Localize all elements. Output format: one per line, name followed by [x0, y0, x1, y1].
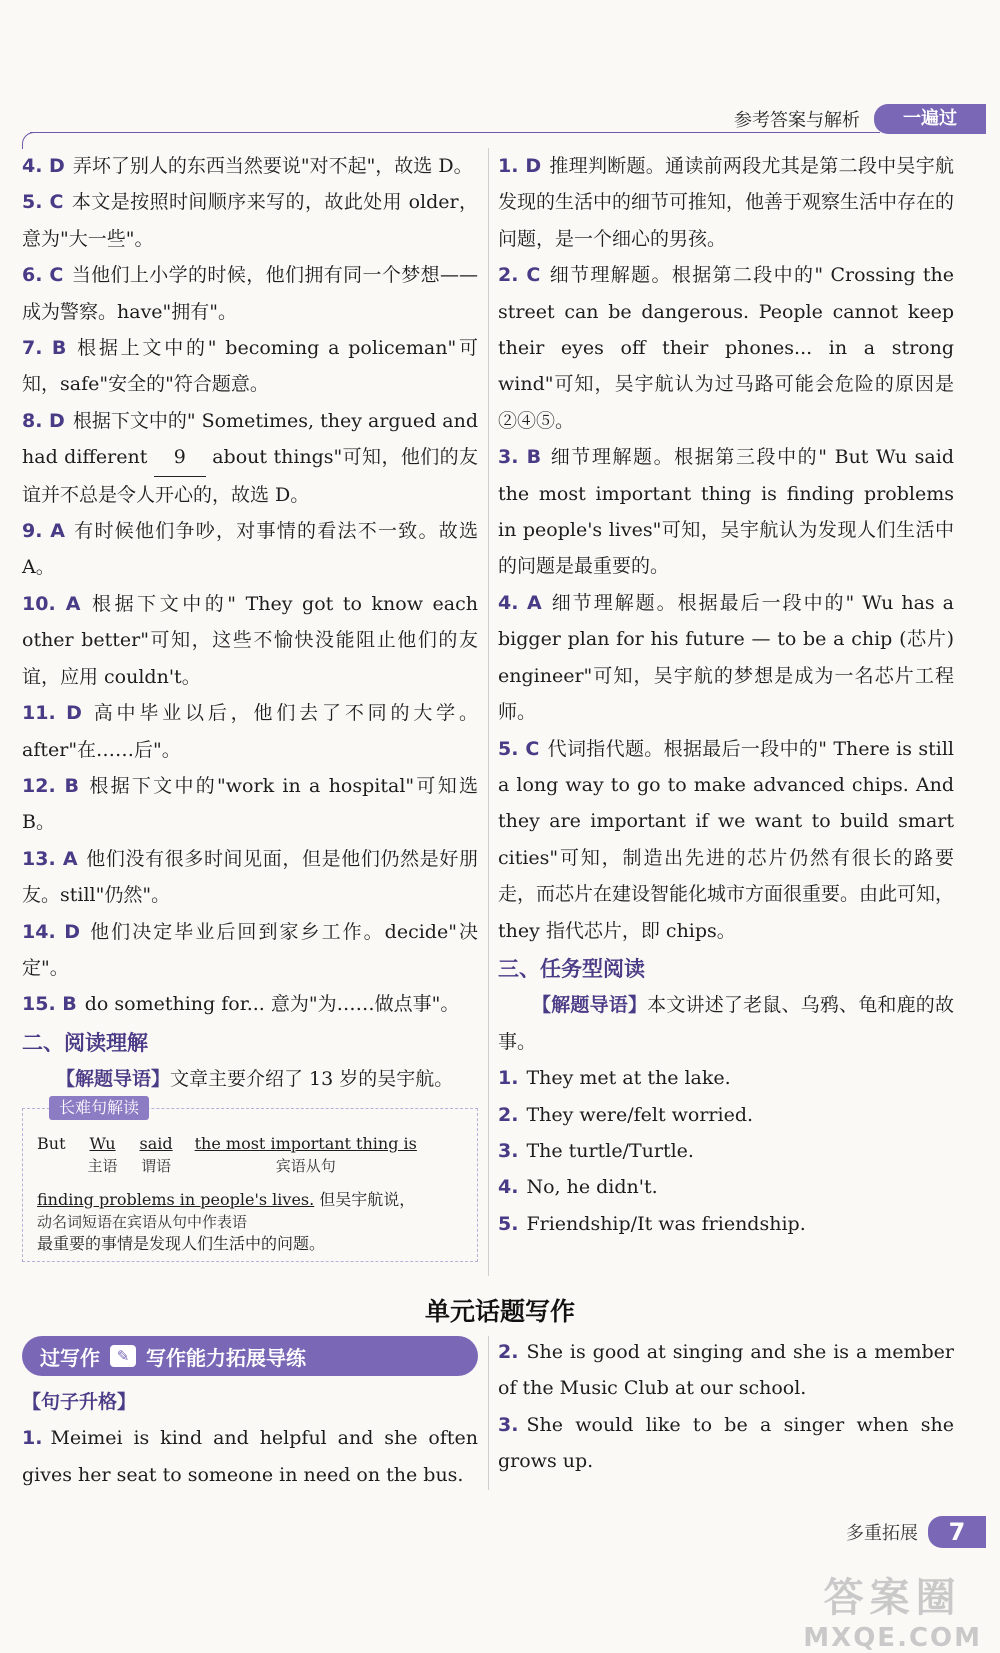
answer-item: [22, 768, 478, 841]
answer-number: 7. B: [22, 337, 67, 360]
task-answer: [498, 1060, 954, 1096]
sentence-analysis-tag: 长难句解读: [49, 1096, 149, 1120]
answer-number: 2. C: [498, 264, 541, 287]
guide-text: 本文讲述了老鼠、乌鸦、龟和鹿的故事。: [498, 994, 954, 1053]
answer-number: 12. B: [22, 774, 80, 797]
answer-number: 9. A: [22, 520, 66, 543]
header-rule: [30, 132, 880, 133]
answer-number: 3. B: [498, 446, 542, 469]
watermark: [803, 1566, 982, 1653]
writing-item: [498, 1407, 954, 1480]
answer-item: [22, 695, 478, 768]
answer-number: 13. A: [22, 847, 78, 870]
answer-number: 5.: [498, 1212, 519, 1235]
sentence-analysis-box: [22, 1097, 478, 1262]
right-column: [498, 148, 954, 1242]
analysis-word-gloss: 谓语: [141, 1156, 172, 1175]
answer-item: [22, 513, 478, 586]
answer-text: No, he didn't.: [526, 1176, 658, 1199]
answer-text: 细节理解题。根据第三段中的" But Wu said the most important thing is finding problems in people's lives"可知，吴宇航认为发现人们生活中的问题是最重要的。: [498, 446, 954, 578]
answer-text: 根据上文中的" becoming a policeman"可知，safe"安全的"符合题意。: [22, 337, 478, 396]
writing-banner: [22, 1336, 478, 1376]
answer-item: [22, 986, 478, 1022]
page-number: 7: [928, 1516, 986, 1548]
watermark-url: MXQE.COM: [803, 1623, 982, 1653]
answer-item: [22, 184, 478, 257]
answer-text: do something for... 意为"为……做点事"。: [84, 993, 460, 1016]
answer-item: [22, 914, 478, 987]
answer-text: She is good at singing and she is a member of the Music Club at our school.: [498, 1341, 954, 1400]
answer-item: [498, 148, 954, 257]
answer-text: 根据下文中的" They got to know each other better"可知，这些不愉快没能阻止他们的友谊，应用 couldn't。: [22, 592, 478, 688]
answer-text: 弄坏了别人的东西当然要说"对不起"，故选 D。: [72, 155, 473, 177]
answer-item: [22, 841, 478, 914]
analysis-word-text: said: [139, 1133, 173, 1153]
answer-number: 5. C: [498, 737, 540, 760]
analysis-line: [37, 1189, 467, 1211]
answer-number: 4. A: [498, 591, 542, 614]
task-answer: [498, 1097, 954, 1133]
sentence-analysis-row: [37, 1133, 467, 1177]
answer-number: 2.: [498, 1341, 519, 1363]
answer-text: The turtle/Turtle.: [526, 1139, 694, 1162]
answer-text: Friendship/It was friendship.: [526, 1212, 806, 1235]
answer-text: 本文是按照时间顺序来写的，故此处用 older，意为"大一些"。: [22, 191, 479, 250]
answer-text: 高中毕业以后，他们去了不同的大学。after"在……后"。: [22, 702, 478, 761]
section-label: 参考答案与解析: [734, 110, 860, 131]
answer-text: 代词指代题。根据最后一段中的" There is still a long way to go to make advanced chips. And they are important if we want to build smart cities"可知，制造出先进的芯片仍然有很长的路要走，而芯片在建设智能化城市方面很重要。由此可知，they 指代芯片，即 chips。: [498, 737, 955, 942]
analysis-word: [37, 1133, 66, 1177]
analysis-phrase: finding problems in people's lives.: [37, 1189, 315, 1209]
brand-badge: 一遍过: [874, 104, 986, 134]
writing-right: [498, 1334, 954, 1480]
writing-left: [22, 1384, 478, 1493]
answer-number: 11. D: [22, 702, 82, 725]
answer-number: 6. C: [22, 264, 64, 287]
answer-text: 推理判断题。通读前两段尤其是第二段中吴宇航发现的生活中的细节可推知，他善于观察生活中存在的问题，是一个细心的男孩。: [498, 155, 955, 250]
answer-item: [22, 330, 478, 403]
answer-item: [22, 586, 478, 695]
answer-text: 根据下文中的"work in a hospital"可知选 B。: [22, 774, 478, 834]
writing-item: [22, 1420, 478, 1493]
answer-text: 有时候他们争吵，对事情的看法不一致。故选 A。: [22, 520, 478, 579]
answer-number: 4.: [498, 1176, 519, 1199]
answer-number: 1.: [22, 1427, 43, 1450]
column-divider: [488, 1336, 489, 1490]
answer-item: [22, 403, 478, 513]
answer-item: [22, 257, 478, 330]
answer-item: [498, 731, 954, 949]
answer-blank: 9: [154, 439, 206, 476]
answer-text: 他们决定毕业后回到家乡工作。decide"决定"。: [22, 920, 478, 979]
answer-item: [22, 148, 478, 184]
analysis-word: [140, 1133, 173, 1177]
analysis-translation: 但吴宇航说，: [319, 1189, 416, 1209]
guide-paragraph: [498, 987, 954, 1060]
answer-number: 15. B: [22, 993, 77, 1016]
answer-text: 细节理解题。根据最后一段中的" Wu has a bigger plan for his future — to be a chip (芯片) engineer"可知，吴宇航的梦想是成为一名芯片工程师。: [498, 591, 954, 724]
page-footer: [846, 1516, 986, 1548]
unit-title: 单元话题写作: [424, 1297, 575, 1326]
answer-number: 10. A: [22, 592, 81, 615]
analysis-word-gloss: 宾语从句: [275, 1156, 336, 1175]
analysis-word-gloss: 主语: [87, 1156, 118, 1175]
answer-item: [498, 585, 954, 731]
answer-text: Meimei is kind and helpful and she often gives her seat to someone in need on the bus.: [22, 1427, 478, 1486]
analysis-word-text: the most important thing is: [194, 1133, 417, 1153]
section-title: 三、任务型阅读: [498, 956, 645, 981]
guide-label: 【解题导语】: [56, 1068, 171, 1091]
answer-text: 细节理解题。根据第二段中的" Crossing the street can be dangerous. People cannot keep their eyes off their phones... in a strong wind"可知，吴宇航认为过马路可能会危险的原因是②④⑤。: [498, 264, 954, 432]
left-column: [22, 148, 478, 1262]
answer-item: [498, 439, 954, 585]
answer-item: [498, 257, 954, 439]
answer-text: 他们没有很多时间见面，但是他们仍然是好朋友。still"仍然"。: [22, 847, 478, 907]
answer-text: 当他们上小学的时候，他们拥有同一个梦想——成为警察。have"拥有"。: [22, 264, 478, 323]
task-answer: [498, 1133, 954, 1169]
answer-number: 4. D: [22, 155, 65, 177]
section-title: 二、阅读理解: [22, 1030, 148, 1055]
pencil-icon: ✎: [110, 1345, 136, 1367]
answer-number: 1. D: [498, 155, 542, 177]
column-divider: [488, 148, 489, 1276]
analysis-translation: 最重要的事情是发现人们生活中的问题。: [37, 1233, 326, 1253]
guide-paragraph: [22, 1061, 478, 1097]
answer-text: They were/felt worried.: [526, 1103, 754, 1126]
guide-text: 文章主要介绍了 13 岁的吴宇航。: [170, 1068, 454, 1091]
analysis-word: [195, 1133, 417, 1177]
analysis-note: 动名词短语在宾语从句中作表语: [37, 1212, 248, 1231]
answer-text: about things"可知，他们的友谊并不总是令人开心的，故选 D。: [22, 446, 479, 506]
watermark-logo-text: 答案圈: [823, 1575, 962, 1621]
answer-number: 3.: [498, 1413, 519, 1436]
answer-number: 2.: [498, 1103, 519, 1126]
analysis-word: [88, 1133, 118, 1177]
guide-label: 【解题导语】: [532, 994, 648, 1017]
banner-subtitle: 写作能力拓展导练: [146, 1345, 306, 1370]
answer-number: 5. C: [22, 191, 64, 214]
answer-number: 14. D: [22, 920, 81, 943]
writing-subtitle: 【句子升格】: [22, 1391, 137, 1413]
task-answer: [498, 1169, 954, 1205]
answer-text: She would like to be a singer when she grows up.: [498, 1413, 954, 1473]
footer-label: 多重拓展: [846, 1523, 918, 1544]
answer-text: They met at the lake.: [526, 1067, 731, 1090]
banner-label: 过写作: [40, 1345, 100, 1370]
task-answer: [498, 1206, 954, 1242]
analysis-word-text: Wu: [89, 1133, 116, 1153]
answer-text: 根据下文中的" Sometimes, they argued and had different: [22, 409, 478, 469]
writing-item: [498, 1334, 954, 1407]
page-header: [0, 104, 1000, 134]
answer-number: 3.: [498, 1139, 519, 1162]
answer-number: 8. D: [22, 409, 65, 432]
header-corner: [22, 132, 39, 149]
answer-number: 1.: [498, 1067, 519, 1090]
analysis-word-text: But: [37, 1133, 66, 1153]
